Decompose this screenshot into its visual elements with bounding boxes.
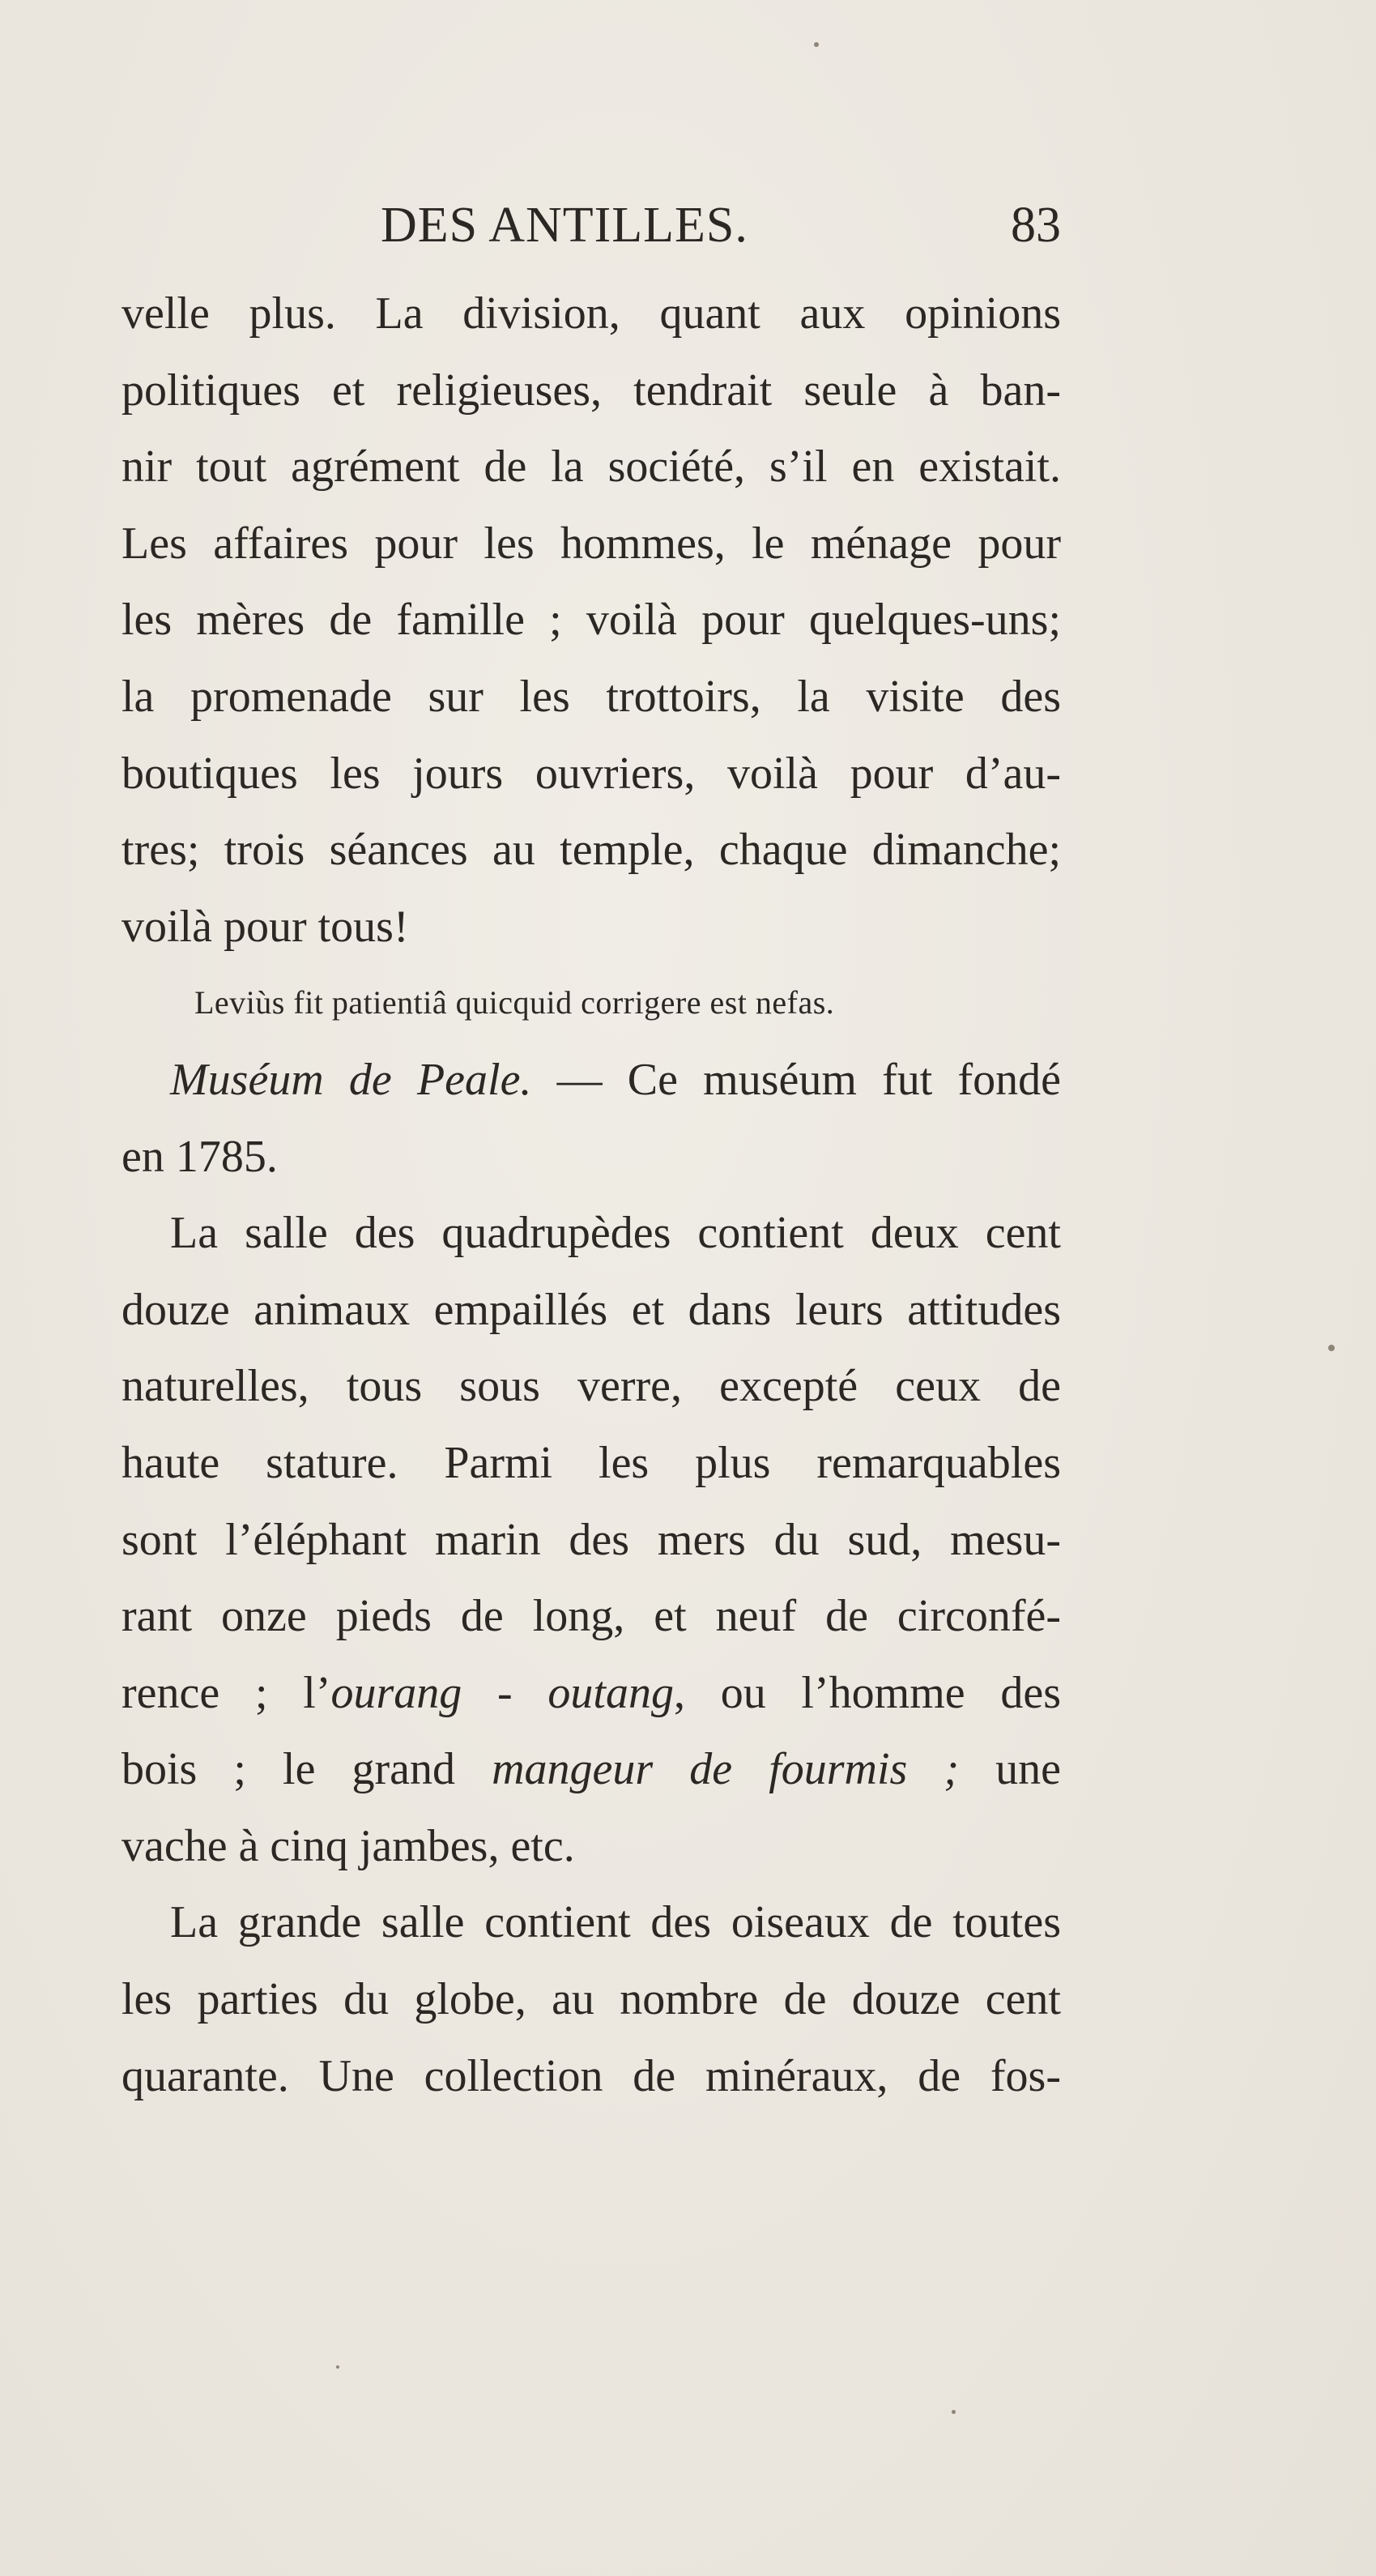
text-line: sont l’éléphant marin des mers du sud, mesu- [121,1514,1061,1565]
text-line: Les affaires pour les hommes, le ménage pour [121,518,1061,569]
text-line: La grande salle contient des oiseaux de toutes [170,1897,1061,1948]
text-line: quarante. Une collection de minéraux, de fos- [121,2050,1061,2101]
text-line: en 1785. [121,1131,278,1182]
section-title: Muséum de Peale. [170,1054,532,1105]
text-line: les parties du globe, au nombre de douze cent [121,1974,1061,2025]
page-number: 83 [1011,198,1061,253]
text-line: la promenade sur les trottoirs, la visite des [121,671,1061,722]
text-line [121,1731,1061,1808]
text-line: voilà pour tous! [121,901,409,952]
text-segment: , ou l’homme des [673,1667,1062,1718]
text-line: La salle des quadrupèdes contient deux cent [170,1208,1061,1259]
text-line: nir tout agrément de la société, s’il en existait. [121,441,1061,493]
section-intro: — Ce muséum fut fondé [531,1054,1062,1105]
paper-speck [814,42,819,47]
page-header [121,193,1061,258]
text-line: les mères de famille ; voilà pour quelques-uns; [121,595,1061,646]
section-heading-line [121,1042,1061,1119]
paper-speck [952,2410,956,2414]
text-segment: une [959,1744,1061,1795]
text-line: politiques et religieuses, tendrait seule à ban- [121,365,1061,416]
paper-speck [1328,1345,1335,1351]
italic-term: mangeur de fourmis ; [492,1744,960,1795]
body-text [121,275,1061,2114]
text-line: vache à cinq jambes, etc. [121,1820,575,1871]
text-segment: bois ; le grand [121,1744,492,1795]
text-line: douze animaux empaillés et dans leurs attitudes [121,1284,1061,1335]
running-title: DES ANTILLES. [381,198,748,253]
latin-quote: Leviùs fit patientiâ quicquid corrigere est nefas. [194,984,835,1021]
text-segment: rence ; l’ [121,1667,331,1718]
text-line [121,1655,1061,1732]
text-line: haute stature. Parmi les plus remarquables [121,1437,1061,1488]
text-line: naturelles, tous sous verre, excepté ceux de [121,1361,1061,1412]
paper-speck [336,2365,339,2369]
text-line: boutiques les jours ouvriers, voilà pour d’au- [121,748,1061,799]
text-line: tres; trois séances au temple, chaque dimanche; [121,825,1061,876]
italic-term: ourang - outang [330,1667,674,1718]
text-line: rant onze pieds de long, et neuf de circonfé- [121,1591,1061,1642]
text-line: velle plus. La division, quant aux opinions [121,288,1061,339]
